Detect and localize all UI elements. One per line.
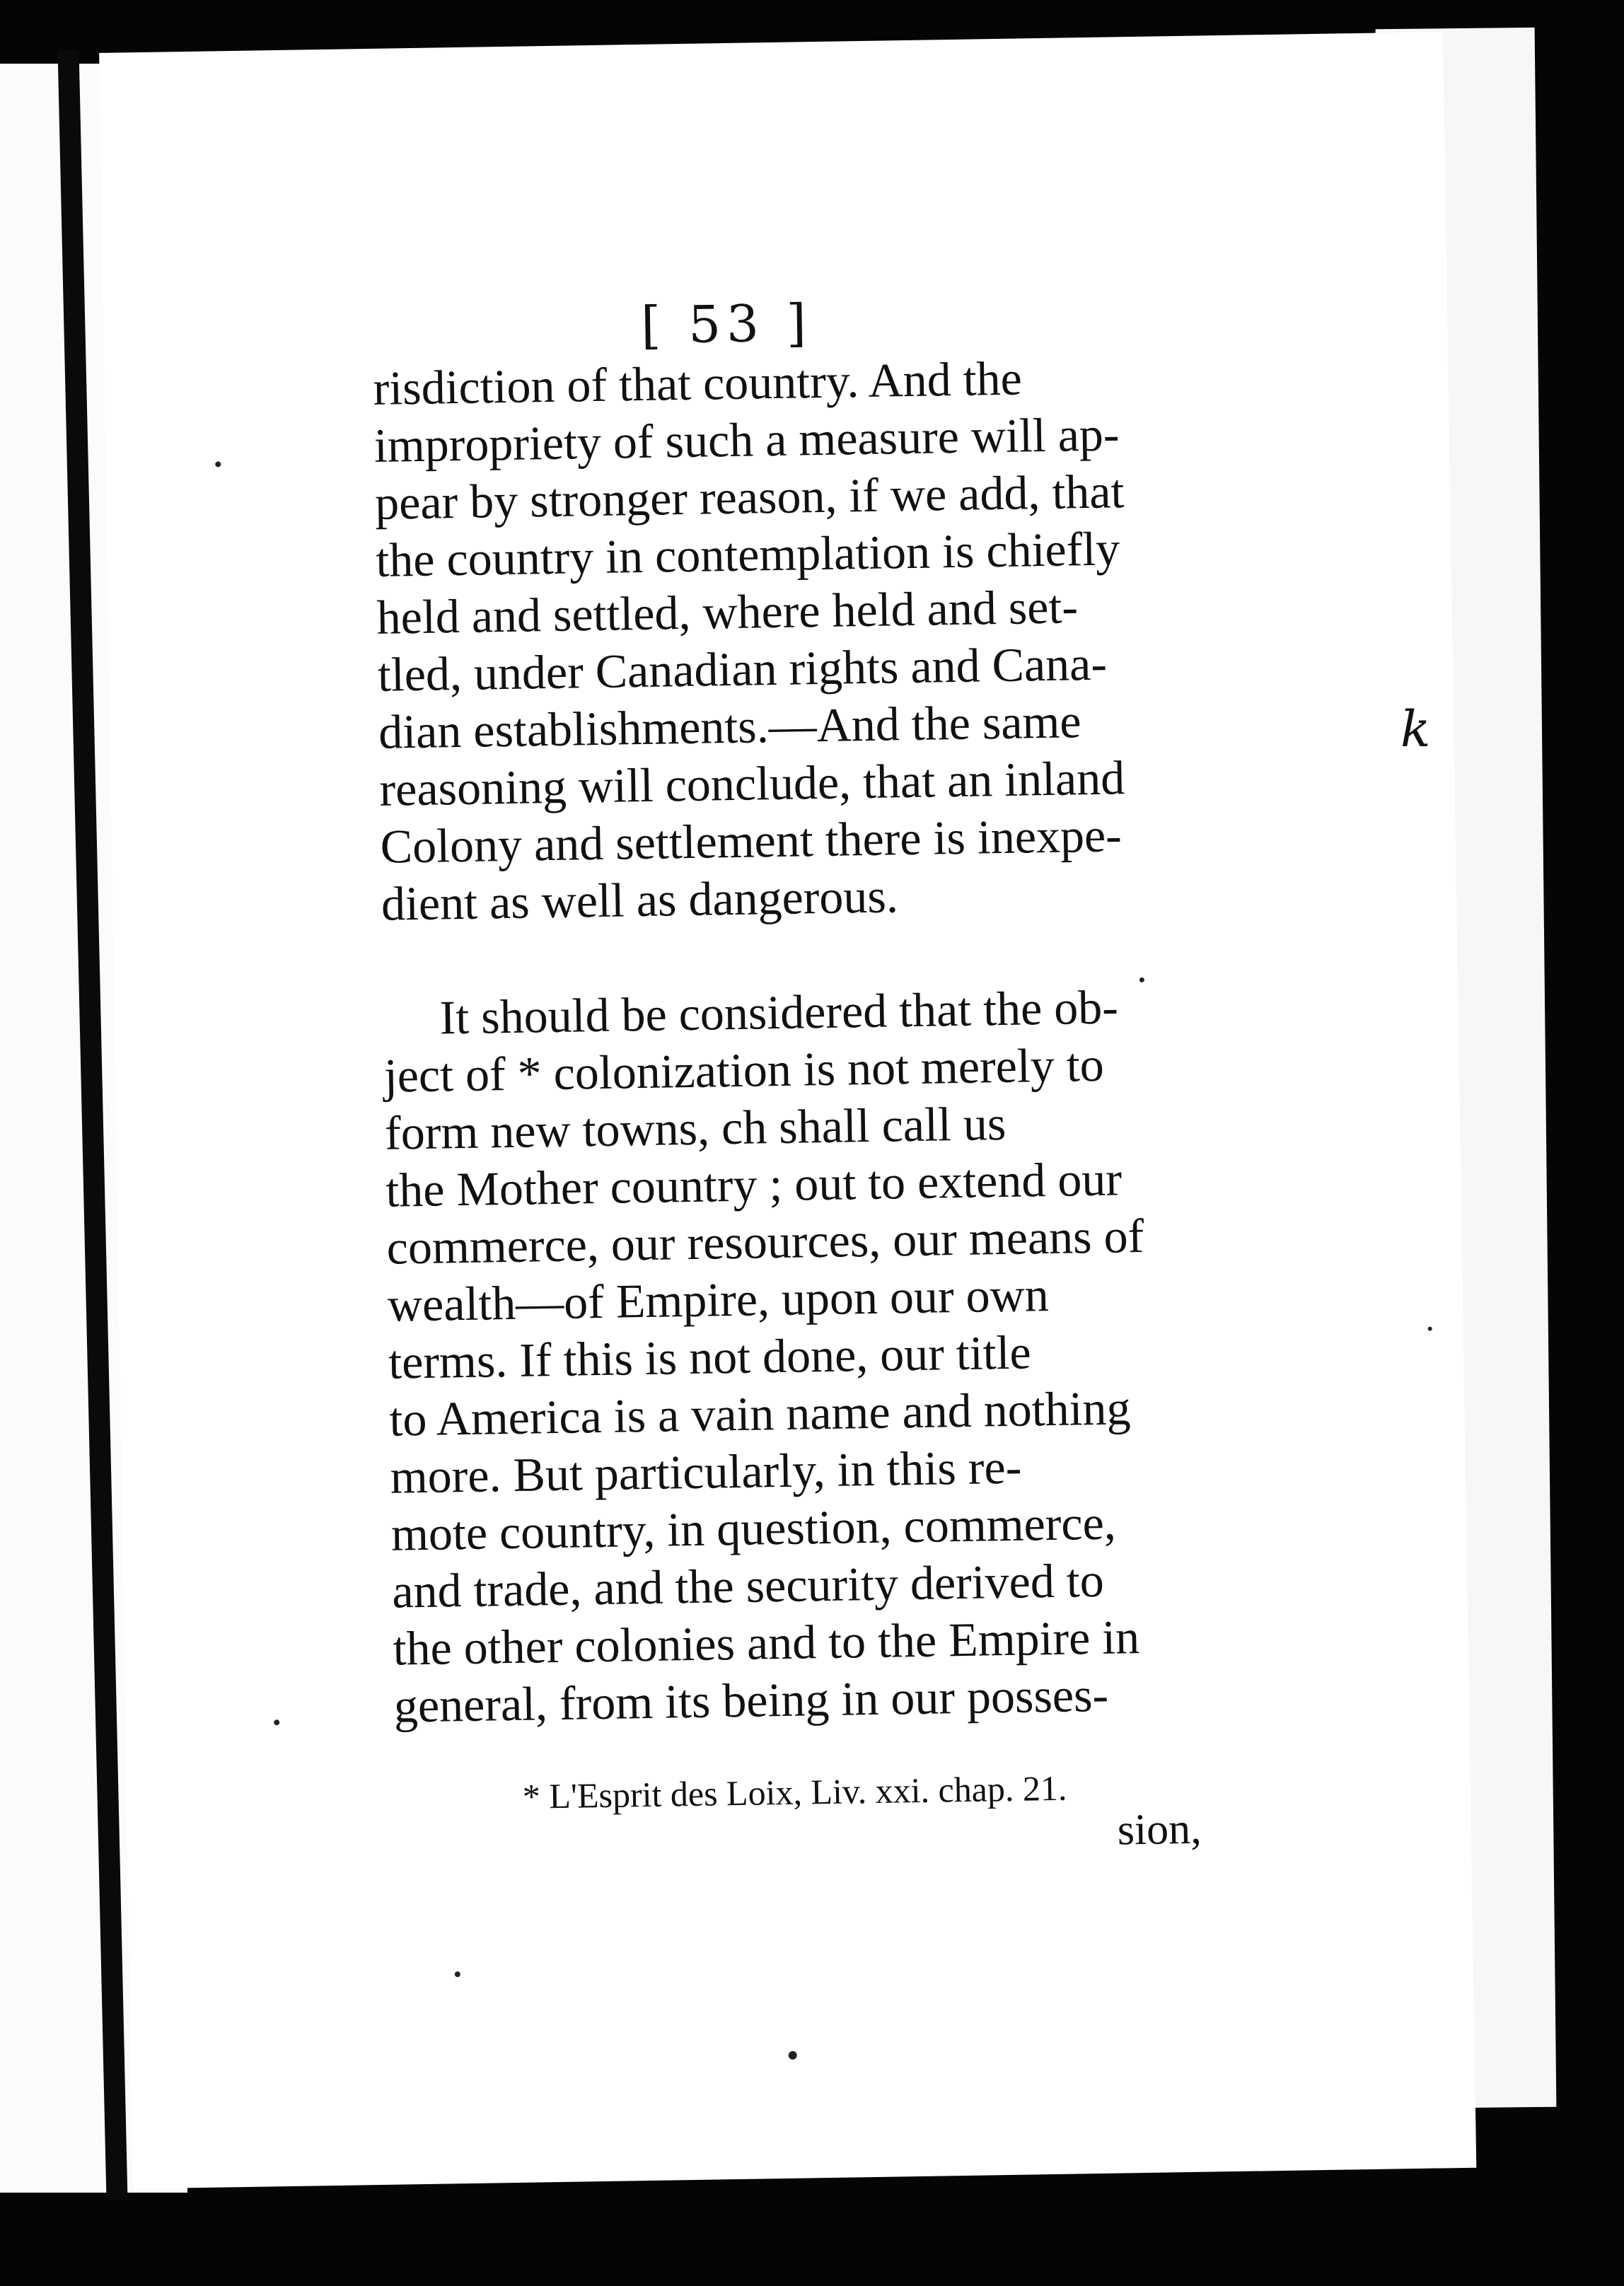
paragraph-1 — [373, 347, 1220, 933]
ink-speck — [215, 461, 221, 467]
text-line: to America is a vain name and nothing — [388, 1381, 1132, 1446]
paragraph-2 — [383, 977, 1232, 1734]
text-line: the other colonies and to the Empire in — [393, 1610, 1140, 1676]
text-line: and trade, and the security derived to — [391, 1553, 1105, 1618]
text-line: risdiction of that country. And the — [373, 351, 1023, 415]
text-line: It should be considered that the ob- — [439, 980, 1119, 1045]
text-line: form new towns, ch shall call us — [384, 1096, 1007, 1160]
text-line: wealth—of Empire, upon our own — [387, 1267, 1050, 1332]
text-line: the country in contemplation is chiefly — [375, 521, 1120, 587]
ink-speck — [455, 1971, 460, 1977]
margin-mark: k — [1400, 700, 1431, 758]
text-line: tled, under Canadian rights and Cana- — [377, 636, 1108, 702]
catchword: sion, — [1117, 1804, 1202, 1855]
text-line: general, from its being in our posses- — [393, 1667, 1109, 1733]
ink-speck — [1139, 977, 1144, 982]
text-line: commerce, our resources, our means of — [386, 1208, 1144, 1275]
page-number: [ 53 ] — [640, 293, 813, 355]
book-page — [99, 32, 1476, 2188]
text-line: Colony and settlement there is inexpe- — [380, 808, 1123, 874]
text-line: impropriety of such a measure will ap- — [373, 407, 1120, 472]
text-line: ject of * colonization is not merely to — [383, 1037, 1105, 1103]
text-line: terms. If this is not done, our title — [388, 1325, 1032, 1389]
text-line: reasoning will conclude, that an inland — [378, 750, 1125, 816]
text-line: more. But particularly, in this re- — [390, 1439, 1022, 1504]
text-line: dian establishments.—And the same — [378, 694, 1082, 759]
text-line: pear by stronger reason, if we add, that — [374, 464, 1125, 530]
text-line: mote country, in question, commerce, — [390, 1495, 1117, 1561]
text-line: held and settled, where held and set- — [376, 579, 1079, 644]
ink-speck — [789, 2051, 797, 2060]
footnote: * L'Esprit des Loix, Liv. xxi. chap. 21. — [522, 1768, 1067, 1816]
ink-speck — [1428, 1327, 1432, 1331]
text-line: dient as well as dangerous. — [381, 869, 899, 931]
text-line: the Mother country ; out to extend our — [385, 1151, 1123, 1217]
ink-speck — [274, 1719, 279, 1725]
body-text — [373, 347, 1232, 1734]
